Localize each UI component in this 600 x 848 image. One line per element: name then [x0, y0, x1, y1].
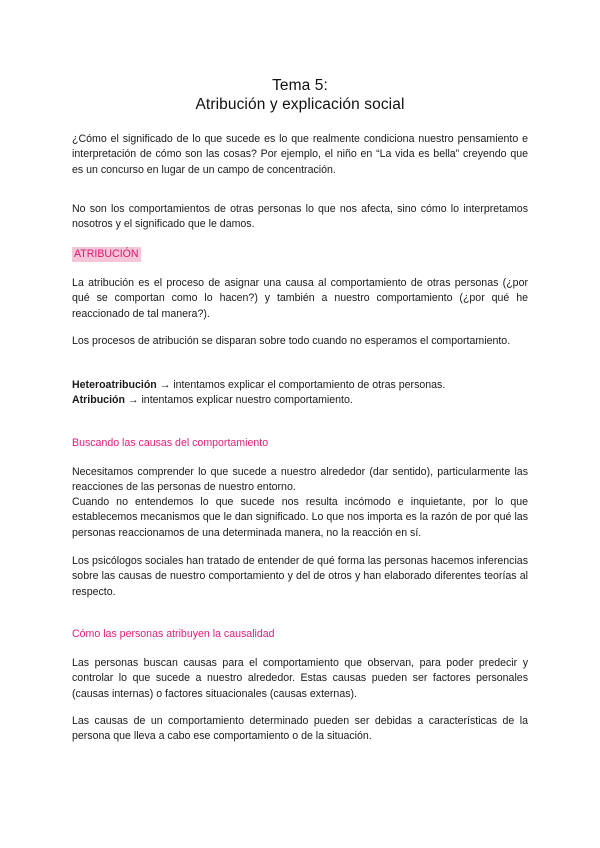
- causalidad-paragraph-2: Las causas de un comportamiento determinado pueden ser debidas a características de la persona que lleva a cabo ese comportamiento o de la situación.: [72, 715, 528, 743]
- buscando-paragraph-1a: Necesitamos comprender lo que sucede a nuestro alrededor (dar sentido), particularmente las reacciones de las personas de nuestro entorno.: [72, 466, 528, 494]
- definition-text: → intentamos explicar nuestro comportamiento.: [124, 394, 353, 406]
- intro-paragraph-1: ¿Cómo el significado de lo que sucede es lo que realmente condiciona nuestro pensamiento e interpretación de cómo son las cosas? Por ejemplo, el niño en “La vida es bella” creyendo que es un concurso en lugar de un campo de concentración.: [72, 133, 528, 176]
- definition-term: Heteroatribución: [72, 379, 157, 391]
- buscando-paragraph-2: Los psicólogos sociales han tratado de entender de qué forma las personas hacemos inferencias sobre las causas de nuestro comportamiento y del de otros y han elaborado diferentes teorías al respecto.: [72, 555, 528, 598]
- definition-text: → intentamos explicar el comportamiento de otras personas.: [156, 379, 446, 391]
- definition-atribucion: [72, 393, 353, 408]
- buscando-paragraph-1b: Cuando no entendemos lo que sucede nos resulta incómodo e inquietante, por lo que establecemos mecanismos que le dan significado. Lo que nos importa es la razón de por qué las personas reaccionamos de una determinada manera, no la reacción en sí.: [72, 496, 528, 539]
- atribucion-paragraph-2: Los procesos de atribución se disparan sobre todo cuando no esperamos el comportamiento.: [72, 335, 511, 347]
- definition-term: Atribución: [72, 394, 125, 406]
- intro-paragraph-2: No son los comportamientos de otras personas lo que nos afecta, sino cómo lo interpretamos nosotros y el significado que le damos.: [72, 203, 528, 231]
- definition-heteroatribucion: [72, 378, 445, 393]
- section-heading-causalidad: Cómo las personas atribuyen la causalidad: [72, 628, 275, 640]
- section-heading-buscando: Buscando las causas del comportamiento: [72, 437, 269, 449]
- title-line-1: Tema 5:: [272, 77, 328, 94]
- atribucion-paragraph-1: La atribución es el proceso de asignar una causa al comportamiento de otras personas (¿por qué se comportan como lo hacen?) y también a nuestro comportamiento (¿por qué he reaccionado de tal manera?).: [72, 277, 528, 320]
- causalidad-paragraph-1: Las personas buscan causas para el comportamiento que observan, para poder predecir y controlar lo que sucede a nuestro alrededor. Estas causas pueden ser factores personales (causas internas) o factores situacionales (causas externas).: [72, 657, 528, 700]
- section-heading-atribucion: ATRIBUCIÓN: [74, 248, 139, 260]
- title-line-2: Atribución y explicación social: [195, 96, 405, 113]
